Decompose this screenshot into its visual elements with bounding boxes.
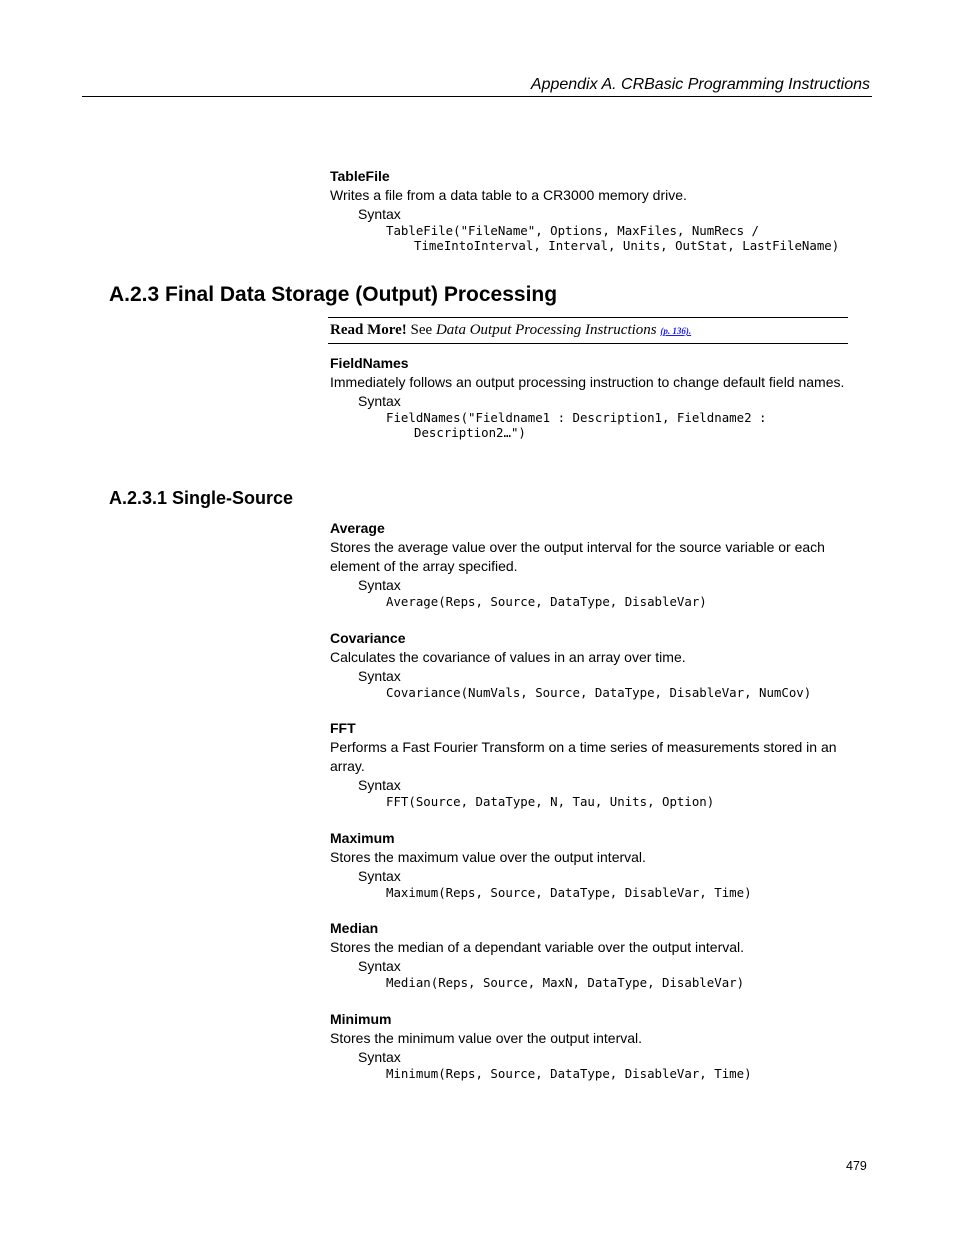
syntax-label: Syntax bbox=[358, 1049, 401, 1065]
syntax-code: Covariance(NumVals, Source, DataType, DisableVar, NumCov) bbox=[386, 685, 812, 700]
entry-fieldnames bbox=[330, 354, 850, 440]
entry-name: TableFile bbox=[330, 168, 390, 184]
syntax-label: Syntax bbox=[358, 958, 401, 974]
entry-description: Calculates the covariance of values in an array over time. bbox=[330, 649, 686, 665]
page-number: 479 bbox=[846, 1159, 867, 1173]
entry-description: Stores the median of a dependant variable over the output interval. bbox=[330, 939, 745, 955]
entry-name: Covariance bbox=[330, 630, 406, 646]
syntax-label: Syntax bbox=[358, 577, 401, 593]
syntax-label: Syntax bbox=[358, 668, 401, 684]
entry-description: Performs a Fast Fourier Transform on a time series of measurements stored in an array. bbox=[330, 739, 837, 774]
entry-description: Immediately follows an output processing instruction to change default field names. bbox=[330, 374, 845, 390]
read-more-box bbox=[328, 317, 848, 344]
read-more-label: Read More! bbox=[330, 322, 407, 338]
header-rule bbox=[82, 96, 872, 97]
syntax-code: Minimum(Reps, Source, DataType, DisableVar, Time) bbox=[386, 1066, 752, 1081]
section-heading-single-source: A.2.3.1 Single-Source bbox=[109, 488, 294, 508]
entry-description: Stores the minimum value over the output interval. bbox=[330, 1030, 643, 1046]
read-more-page-link[interactable]: (p. 136). bbox=[660, 326, 692, 336]
entry-maximum bbox=[330, 829, 850, 900]
entry-name: Maximum bbox=[330, 830, 395, 846]
syntax-label: Syntax bbox=[358, 777, 401, 793]
entry-median bbox=[330, 919, 850, 990]
entry-name: FFT bbox=[330, 720, 356, 736]
section-heading-final-storage: A.2.3 Final Data Storage (Output) Processing bbox=[109, 283, 558, 306]
entry-fft bbox=[330, 719, 850, 809]
entry-name: Median bbox=[330, 920, 379, 936]
syntax-code: Average(Reps, Source, DataType, DisableVar) bbox=[386, 594, 707, 609]
entry-description: Stores the maximum value over the output interval. bbox=[330, 849, 646, 865]
entry-tablefile bbox=[330, 167, 850, 253]
syntax-code: TableFile("FileName", Options, MaxFiles, NumRecs / TimeIntoInterval, Interval, Units, OutStat, LastFileName) bbox=[386, 223, 840, 253]
entry-minimum bbox=[330, 1010, 850, 1081]
syntax-code: FieldNames("Fieldname1 : Description1, Fieldname2 : Description2…") bbox=[386, 410, 774, 440]
syntax-code: FFT(Source, DataType, N, Tau, Units, Option) bbox=[386, 794, 715, 809]
read-more-text bbox=[330, 322, 691, 339]
entry-name: Average bbox=[330, 520, 385, 536]
entry-average bbox=[330, 519, 850, 609]
syntax-label: Syntax bbox=[358, 206, 401, 222]
read-more-link[interactable]: Data Output Processing Instructions bbox=[435, 322, 657, 338]
syntax-code: Maximum(Reps, Source, DataType, DisableVar, Time) bbox=[386, 885, 752, 900]
entry-description: Writes a file from a data table to a CR3000 memory drive. bbox=[330, 187, 687, 203]
entry-name: Minimum bbox=[330, 1011, 392, 1027]
syntax-code: Median(Reps, Source, MaxN, DataType, DisableVar) bbox=[386, 975, 745, 990]
entry-name: FieldNames bbox=[330, 355, 409, 371]
read-more-see: See bbox=[406, 322, 436, 338]
entry-description: Stores the average value over the output interval for the source variable or each element of the array specified. bbox=[330, 539, 825, 574]
running-header: Appendix A. CRBasic Programming Instructions bbox=[530, 76, 870, 93]
syntax-label: Syntax bbox=[358, 868, 401, 884]
syntax-label: Syntax bbox=[358, 393, 401, 409]
entry-covariance bbox=[330, 629, 850, 700]
